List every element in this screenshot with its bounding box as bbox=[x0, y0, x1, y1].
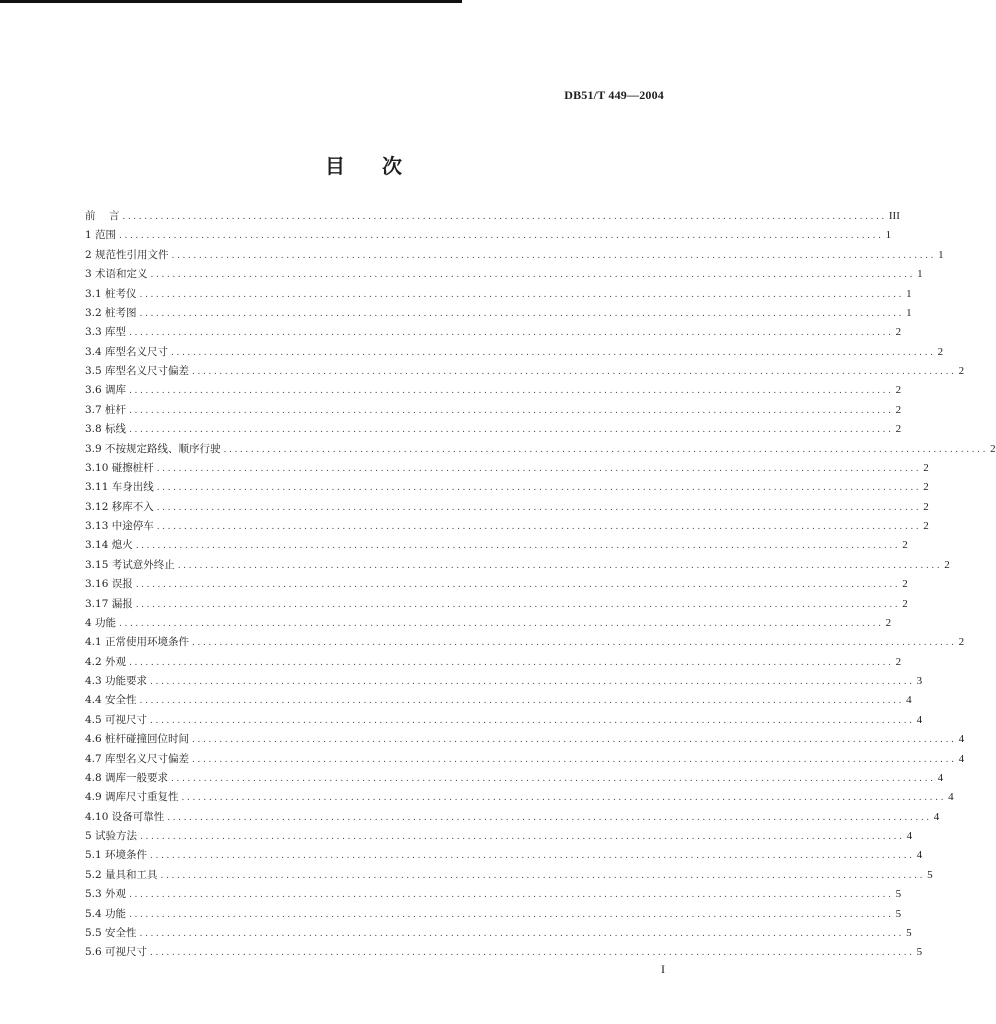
toc-entry[interactable] bbox=[85, 653, 902, 672]
toc-entry-page: 2 bbox=[923, 520, 929, 532]
toc-entry-label: 5.2 量具和工具 bbox=[85, 868, 158, 881]
toc-entry-label: 3.14 熄火 bbox=[85, 539, 133, 552]
dot-leader: ............................................................................................................................................ bbox=[171, 347, 936, 358]
toc-entry-page: 1 bbox=[906, 287, 912, 300]
dot-leader: ............................................................................................................................................ bbox=[156, 522, 922, 532]
toc-entry-page: 2 bbox=[885, 616, 892, 629]
toc-entry-page: 2 bbox=[895, 384, 902, 397]
toc-entry-label: 3.15 考试意外终止 bbox=[85, 558, 175, 571]
toc-entry-page: 5 bbox=[895, 888, 902, 901]
toc-entry-page: 2 bbox=[937, 345, 944, 358]
toc-entry-page: 2 bbox=[958, 365, 965, 377]
dot-leader: ............................................................................................................................................ bbox=[150, 677, 915, 687]
toc-entry[interactable] bbox=[85, 362, 965, 381]
toc-entry[interactable] bbox=[85, 769, 944, 788]
dot-leader: ............................................................................................................................................ bbox=[139, 928, 905, 939]
toc-entry-page: 2 bbox=[923, 461, 929, 474]
toc-entry-page: 1 bbox=[885, 229, 892, 242]
dot-leader: ............................................................................................................................................ bbox=[139, 696, 905, 707]
toc-entry-label: 3.8 标线 bbox=[85, 423, 127, 436]
toc-entry-label: 4.8 调库一般要求 bbox=[85, 771, 169, 784]
toc-entry-page: 4 bbox=[906, 830, 913, 842]
toc-entry-page: 2 bbox=[923, 481, 929, 494]
toc-entry[interactable] bbox=[85, 633, 965, 652]
toc-entry-label: 3.13 中途停车 bbox=[85, 520, 154, 532]
dot-leader: ............................................................................................................................................ bbox=[192, 638, 957, 649]
toc-entry-page: 4 bbox=[937, 771, 944, 784]
toc-entry[interactable] bbox=[85, 556, 950, 575]
toc-entry[interactable] bbox=[85, 323, 902, 342]
toc-entry[interactable] bbox=[85, 536, 908, 555]
toc-entry-label: 4.6 桩杆碰撞回位时间 bbox=[85, 733, 190, 746]
toc-entry-page: 1 bbox=[938, 248, 944, 261]
toc-entry-label: 3.16 误报 bbox=[85, 578, 133, 591]
toc-entry-label: 5.6 可视尺寸 bbox=[85, 946, 148, 959]
dot-leader: ............................................................................................................................................ bbox=[192, 735, 957, 746]
toc-entry-label: 3.4 库型名义尺寸 bbox=[85, 345, 169, 358]
dot-leader: ............................................................................................................................................ bbox=[167, 812, 932, 823]
dot-leader: ............................................................................................................................................ bbox=[192, 367, 957, 377]
toc-entry[interactable] bbox=[85, 672, 923, 691]
toc-entry[interactable] bbox=[85, 343, 944, 362]
toc-entry[interactable] bbox=[85, 730, 965, 749]
toc-entry-label: 3.1 桩考仪 bbox=[85, 287, 137, 300]
dot-leader: ............................................................................................................................................ bbox=[181, 793, 947, 804]
toc-entry-label: 前 言 bbox=[85, 210, 120, 222]
toc-entry[interactable] bbox=[85, 575, 908, 594]
dot-leader: ............................................................................................................................................ bbox=[156, 483, 922, 494]
dot-leader: ............................................................................................................................................ bbox=[192, 754, 957, 765]
dot-leader: ............................................................................................................................................ bbox=[171, 250, 937, 261]
toc-entry-page: III bbox=[888, 210, 900, 222]
dot-leader: ............................................................................................................................................ bbox=[150, 715, 915, 726]
table-of-contents bbox=[85, 207, 996, 963]
toc-entry-label: 3.11 车身出线 bbox=[85, 481, 154, 494]
toc-entry-page: 4 bbox=[958, 733, 965, 746]
toc-entry-label: 4.7 库型名义尺寸偏差 bbox=[85, 752, 190, 765]
dot-leader: ............................................................................................................................................ bbox=[135, 580, 901, 591]
dot-leader: ............................................................................................................................................ bbox=[129, 425, 894, 436]
toc-entry[interactable] bbox=[85, 614, 892, 633]
toc-entry-page: 4 bbox=[958, 752, 965, 765]
dot-leader: ............................................................................................................................................ bbox=[129, 405, 894, 416]
toc-entry[interactable] bbox=[85, 246, 944, 265]
toc-entry-page: 2 bbox=[990, 442, 996, 455]
dot-leader: ............................................................................................................................................ bbox=[135, 599, 901, 610]
toc-entry-label: 4.1 正常使用环境条件 bbox=[85, 636, 190, 649]
toc-entry-label: 3.7 桩杆 bbox=[85, 403, 127, 416]
dot-leader: ............................................................................................................................................ bbox=[150, 948, 915, 959]
toc-entry-label: 5.1 环境条件 bbox=[85, 849, 148, 862]
dot-leader: ............................................................................................................................................ bbox=[129, 328, 894, 339]
toc-entry-label: 4.9 调库尺寸重复性 bbox=[85, 791, 179, 804]
toc-entry-label: 4.4 安全性 bbox=[85, 694, 137, 707]
toc-entry-page: 2 bbox=[902, 539, 908, 552]
toc-entry-page: 5 bbox=[927, 868, 933, 881]
toc-entry-label: 2 规范性引用文件 bbox=[85, 248, 169, 261]
toc-entry[interactable] bbox=[85, 866, 933, 885]
toc-entry-page: 2 bbox=[895, 423, 902, 436]
toc-entry[interactable] bbox=[85, 595, 908, 614]
toc-entry-label: 4.2 外观 bbox=[85, 655, 127, 668]
toc-entry-label: 5.3 外观 bbox=[85, 888, 127, 901]
toc-entry-label: 3.10 碰擦桩杆 bbox=[85, 461, 154, 474]
toc-entry-label: 5.4 功能 bbox=[85, 907, 127, 920]
toc-entry-label: 5 试验方法 bbox=[85, 830, 138, 842]
dot-leader: ............................................................................................................................................ bbox=[129, 890, 894, 901]
toc-entry[interactable] bbox=[85, 788, 954, 807]
toc-entry-page: 5 bbox=[906, 926, 912, 939]
dot-leader: ............................................................................................................................................ bbox=[150, 851, 915, 862]
dot-leader: ............................................................................................................................................ bbox=[171, 773, 936, 784]
toc-title: 目 次 bbox=[325, 154, 402, 178]
dot-leader: ............................................................................................................................................ bbox=[129, 657, 894, 668]
toc-entry-page: 3 bbox=[916, 675, 923, 687]
toc-entry-label: 3.6 调库 bbox=[85, 384, 127, 397]
toc-entry-label: 4.3 功能要求 bbox=[85, 675, 148, 687]
toc-entry[interactable] bbox=[85, 226, 892, 245]
dot-leader: ............................................................................................................................................ bbox=[122, 212, 887, 222]
toc-entry-page: 2 bbox=[902, 597, 908, 610]
toc-entry[interactable] bbox=[85, 401, 902, 420]
dot-leader: ............................................................................................................................................ bbox=[119, 618, 884, 629]
toc-entry-label: 1 范围 bbox=[85, 229, 117, 242]
toc-entry[interactable] bbox=[85, 905, 902, 924]
dot-leader: ............................................................................................................................................ bbox=[139, 308, 905, 319]
toc-entry-page: 2 bbox=[895, 655, 902, 668]
toc-entry-page: 4 bbox=[906, 694, 912, 707]
dot-leader: ............................................................................................................................................ bbox=[156, 463, 922, 474]
toc-entry[interactable] bbox=[85, 885, 902, 904]
toc-entry-label: 4.5 可视尺寸 bbox=[85, 713, 148, 726]
toc-entry[interactable] bbox=[85, 846, 923, 865]
toc-entry[interactable] bbox=[85, 381, 902, 400]
toc-entry[interactable] bbox=[85, 924, 912, 943]
dot-leader: ............................................................................................................................................ bbox=[129, 386, 894, 397]
toc-entry-label: 4.10 设备可靠性 bbox=[85, 810, 165, 823]
scan-top-edge bbox=[0, 0, 462, 3]
toc-entry[interactable] bbox=[85, 304, 912, 323]
dot-leader: ............................................................................................................................................ bbox=[150, 270, 916, 281]
toc-entry-page: 5 bbox=[916, 946, 923, 959]
toc-entry-label: 3.9 不按规定路线、顺序行驶 bbox=[85, 442, 221, 455]
toc-entry-label: 3.3 库型 bbox=[85, 326, 127, 339]
toc-entry[interactable] bbox=[85, 498, 929, 517]
toc-entry[interactable] bbox=[85, 711, 923, 730]
toc-entry-label: 5.5 安全性 bbox=[85, 926, 137, 939]
toc-entry-page: 2 bbox=[902, 578, 908, 591]
toc-entry[interactable] bbox=[85, 207, 900, 226]
toc-entry-label: 3 术语和定义 bbox=[85, 268, 148, 281]
toc-entry[interactable] bbox=[85, 517, 929, 536]
toc-entry-page: 4 bbox=[916, 713, 923, 726]
toc-entry-label: 3.5 库型名义尺寸偏差 bbox=[85, 365, 190, 377]
toc-entry-page: 4 bbox=[948, 791, 954, 804]
dot-leader: ............................................................................................................................................ bbox=[135, 541, 901, 552]
dot-leader: ............................................................................................................................................ bbox=[129, 909, 894, 920]
toc-entry[interactable] bbox=[85, 827, 913, 846]
toc-entry-page: 4 bbox=[933, 810, 940, 823]
toc-entry[interactable] bbox=[85, 440, 996, 459]
toc-entry-page: 1 bbox=[906, 306, 912, 319]
dot-leader: ............................................................................................................................................ bbox=[140, 832, 905, 842]
toc-entry[interactable] bbox=[85, 943, 923, 962]
document-code: DB51/T 449—2004 bbox=[564, 88, 664, 102]
toc-entry[interactable] bbox=[85, 691, 912, 710]
toc-entry-page: 2 bbox=[895, 326, 902, 339]
toc-entry-page: 2 bbox=[958, 636, 965, 649]
dot-leader: ............................................................................................................................................ bbox=[160, 870, 926, 881]
toc-entry[interactable] bbox=[85, 265, 923, 284]
dot-leader: ............................................................................................................................................ bbox=[139, 289, 905, 300]
dot-leader: ............................................................................................................................................ bbox=[223, 444, 989, 455]
dot-leader: ............................................................................................................................................ bbox=[156, 502, 922, 513]
toc-entry[interactable] bbox=[85, 478, 929, 497]
toc-entry-label: 3.17 漏报 bbox=[85, 597, 133, 610]
toc-entry-page: 2 bbox=[895, 403, 902, 416]
toc-entry[interactable] bbox=[85, 750, 965, 769]
dot-leader: ............................................................................................................................................ bbox=[177, 560, 943, 571]
toc-entry[interactable] bbox=[85, 420, 902, 439]
toc-entry-page: 5 bbox=[895, 907, 902, 920]
toc-entry-label: 3.12 移库不入 bbox=[85, 500, 154, 513]
toc-entry-label: 4 功能 bbox=[85, 616, 117, 629]
toc-entry[interactable] bbox=[85, 285, 912, 304]
toc-entry-page: 4 bbox=[916, 849, 923, 862]
toc-entry-page: 2 bbox=[923, 500, 929, 513]
toc-entry-page: 2 bbox=[944, 558, 950, 571]
dot-leader: ............................................................................................................................................ bbox=[119, 231, 884, 242]
toc-entry-page: 1 bbox=[917, 268, 923, 281]
toc-entry[interactable] bbox=[85, 459, 929, 478]
page-number: I bbox=[661, 962, 665, 976]
toc-entry-label: 3.2 桩考图 bbox=[85, 306, 137, 319]
toc-entry[interactable] bbox=[85, 808, 940, 827]
